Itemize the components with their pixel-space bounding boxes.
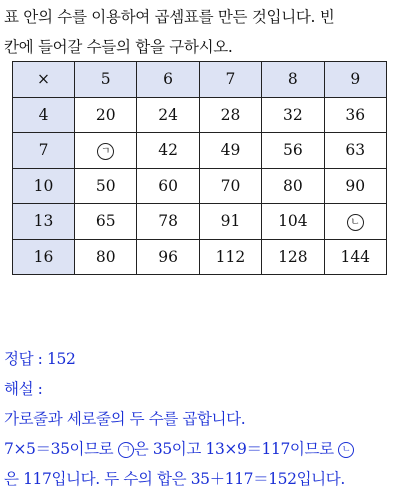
table-cell: 91 [199, 204, 261, 240]
column-header: 8 [262, 62, 324, 98]
table-cell: 70 [199, 168, 261, 204]
blank-cell-a [75, 133, 137, 169]
table-cell: 144 [324, 239, 386, 275]
question-line-2: 칸에 들어갈 수들의 합을 구하시오. [4, 38, 233, 56]
table-cell: 24 [137, 97, 199, 133]
table-cell: 128 [262, 239, 324, 275]
circled-nieun-mark: ㄴ [347, 214, 364, 231]
table-cell: 104 [262, 204, 324, 240]
circled-giyeok-mark: ㄱ [118, 442, 134, 458]
question-text [4, 2, 396, 62]
table-corner-cell: × [13, 62, 75, 98]
explanation-line-1: 가로줄과 세로줄의 두 수를 곱합니다. [4, 410, 246, 428]
row-header: 4 [13, 97, 75, 133]
column-header: 7 [199, 62, 261, 98]
row-header: 16 [13, 239, 75, 275]
table-row [13, 168, 387, 204]
table-cell: 112 [199, 239, 261, 275]
table-cell: 50 [75, 168, 137, 204]
table-cell: 60 [137, 168, 199, 204]
answer-value: 정답 : 152 [4, 350, 76, 368]
table-row [13, 239, 387, 275]
explanation-line-3: 은 117입니다. 두 수의 합은 35＋117＝152입니다. [4, 470, 345, 488]
circled-nieun-mark: ㄴ [338, 442, 354, 458]
table-cell: 36 [324, 97, 386, 133]
multiplication-table [12, 61, 387, 275]
explanation-label: 해설 : [4, 380, 43, 398]
blank-cell-b [324, 204, 386, 240]
table-cell: 63 [324, 133, 386, 169]
table-cell: 78 [137, 204, 199, 240]
table-cell: 80 [262, 168, 324, 204]
explanation-line-2-part-b: 은 35이고 13×9＝117이므로 [133, 440, 339, 458]
row-header: 13 [13, 204, 75, 240]
question-line-1: 표 안의 수를 이용하여 곱셈표를 만든 것입니다. 빈 [4, 8, 335, 26]
table-header-row [13, 62, 387, 98]
table-cell: 90 [324, 168, 386, 204]
row-header: 7 [13, 133, 75, 169]
table-cell: 80 [75, 239, 137, 275]
table-cell: 32 [262, 97, 324, 133]
table-row [13, 133, 387, 169]
answer-section [4, 344, 398, 494]
circled-giyeok-mark: ㄱ [97, 143, 114, 160]
table-cell: 56 [262, 133, 324, 169]
table-row [13, 97, 387, 133]
table-cell: 65 [75, 204, 137, 240]
table-cell: 96 [137, 239, 199, 275]
column-header: 9 [324, 62, 386, 98]
table-cell: 20 [75, 97, 137, 133]
table-row [13, 204, 387, 240]
table-cell: 49 [199, 133, 261, 169]
row-header: 10 [13, 168, 75, 204]
column-header: 6 [137, 62, 199, 98]
table-cell: 42 [137, 133, 199, 169]
table-cell: 28 [199, 97, 261, 133]
explanation-line-2-part-a: 7×5＝35이므로 [4, 440, 118, 458]
explanation-line-2 [4, 434, 398, 464]
column-header: 5 [75, 62, 137, 98]
